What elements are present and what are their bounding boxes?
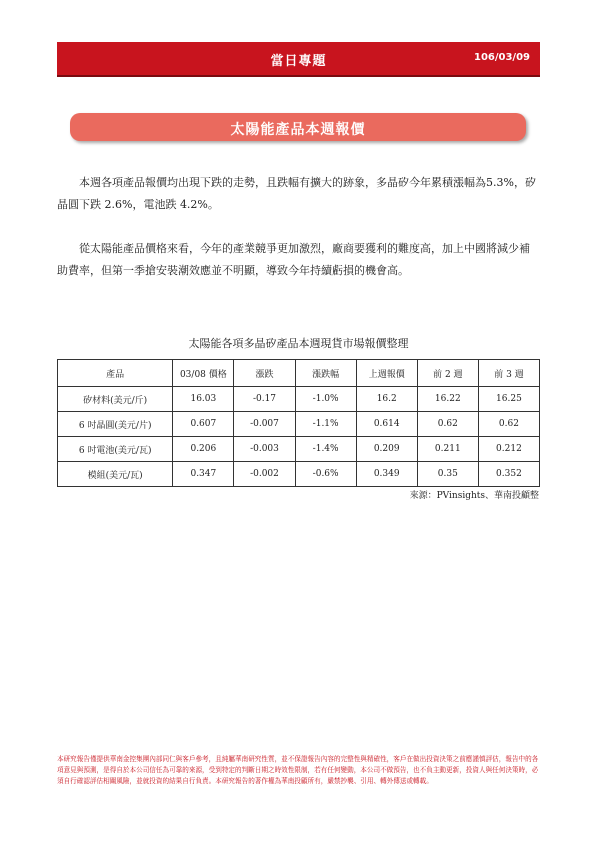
table-cell: -0.002 [234, 462, 295, 487]
disclaimer: 本研究報告僅提供華南金控集團內部同仁與客戶參考，且純屬華南研究性質，並不保證報告內容的完整性與精確性，客戶在做出投資決策之前應謹慎評估，報告中的各項意見與預測，是得自於本公司信任為可靠的來源，受到特定的判斷日期之時效性限制，若有任何變動，本公司不做預告，也不負主動更新，投資人與任何決策時，必須自行確認評估相關風險，並就投資的結果自行負責。本研究報告的著作權為華南投顧所有，嚴禁抄襲、引用、轉外傳送或轉載。 [57, 755, 539, 785]
header-cell: 產品 [58, 360, 173, 387]
topic-title: 太陽能產品本週報價 [230, 122, 366, 138]
table-title: 太陽能各項多晶矽產品本週現貨市場報價整理 [188, 337, 409, 350]
table-cell: 0.206 [173, 437, 234, 462]
table-header-row [58, 360, 540, 387]
table-cell: 0.347 [173, 462, 234, 487]
table-cell: 6 吋晶圓(美元/片) [58, 412, 173, 437]
table-cell: -1.0% [295, 387, 356, 412]
table-cell: -0.003 [234, 437, 295, 462]
table-cell: 0.211 [417, 437, 478, 462]
table-cell: -0.007 [234, 412, 295, 437]
topic-banner [70, 113, 526, 141]
paragraph-2: 從太陽能產品價格來看，今年的產業競爭更加激烈，廠商要獲利的難度高，加上中國將減少補助費率，但第一季搶安裝潮效應並不明顯，導致今年持續虧損的機會高。 [57, 242, 530, 277]
table-cell: 矽材料(美元/斤) [58, 387, 173, 412]
table-cell: 16.2 [356, 387, 417, 412]
header-cell: 上週報價 [356, 360, 417, 387]
table-cell: 0.607 [173, 412, 234, 437]
table-cell: 16.22 [417, 387, 478, 412]
table-cell: -0.6% [295, 462, 356, 487]
table-source: 來源：PVinsights、華南投顧整 [409, 491, 539, 501]
header-bar [57, 42, 540, 77]
header-date: 106/03/09 [473, 52, 530, 63]
header-cell: 漲跌幅 [295, 360, 356, 387]
table-cell: -1.1% [295, 412, 356, 437]
header-cell: 前 2 週 [417, 360, 478, 387]
table-cell: 0.35 [417, 462, 478, 487]
table-cell: -1.4% [295, 437, 356, 462]
table-cell: -0.17 [234, 387, 295, 412]
table-cell: 模組(美元/瓦) [58, 462, 173, 487]
table-row [58, 437, 540, 462]
header-cell: 03/08 價格 [173, 360, 234, 387]
table-cell: 16.25 [478, 387, 539, 412]
header-cell: 前 3 週 [478, 360, 539, 387]
table-row [58, 412, 540, 437]
table-cell: 0.614 [356, 412, 417, 437]
table-cell: 0.209 [356, 437, 417, 462]
table-cell: 6 吋電池(美元/瓦) [58, 437, 173, 462]
paragraph-1: 本週各項產品報價均出現下跌的走勢，且跌幅有擴大的跡象，多晶矽今年累積漲幅為5.3%，矽晶圓下跌 2.6%，電池跌 4.2%。 [57, 176, 536, 211]
header-cell: 漲跌 [234, 360, 295, 387]
table-cell: 0.62 [417, 412, 478, 437]
table-cell: 0.212 [478, 437, 539, 462]
table-cell: 0.352 [478, 462, 539, 487]
table-row [58, 462, 540, 487]
table-cell: 16.03 [173, 387, 234, 412]
table-cell: 0.349 [356, 462, 417, 487]
table-row [58, 387, 540, 412]
header-title: 當日專題 [270, 54, 327, 69]
table-cell: 0.62 [478, 412, 539, 437]
price-table [57, 359, 540, 487]
